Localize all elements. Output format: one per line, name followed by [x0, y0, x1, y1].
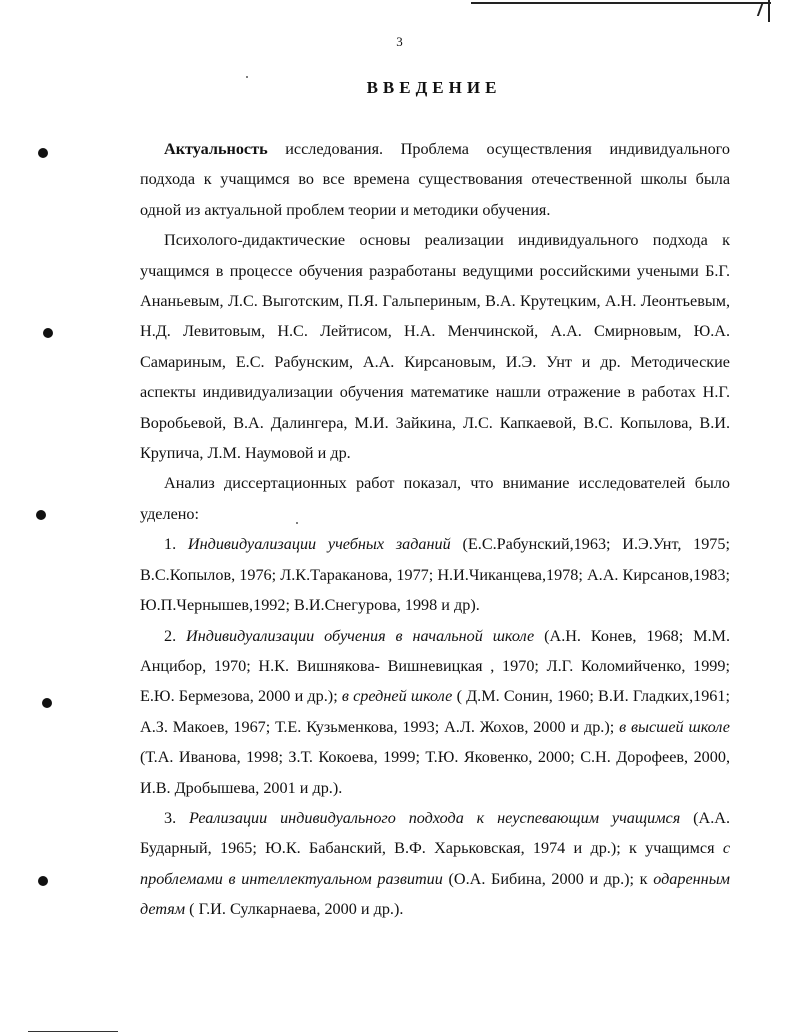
italic-phrase: в средней школе: [341, 687, 453, 706]
italic-phrase: Индивидуализации учебных заданий: [187, 535, 451, 554]
section-heading: ВВЕДЕНИЕ: [366, 78, 502, 97]
italic-phrase: с проблемами в интеллектуальном развитии: [140, 839, 730, 888]
binder-hole-mark: [36, 510, 46, 520]
italic-phrase: одаренным детям: [140, 869, 730, 919]
binder-hole-mark: [38, 876, 48, 886]
text-run: ( Г.И. Сулкарнаева, 2000 и др.).: [185, 900, 404, 919]
scan-edge-top: [471, 2, 771, 4]
text-run: исследования. Проблема осуществления индивидуального подхода к учащимся во все времена существования отечественной школы была одной из актуальной проблем теории и методики обучения.: [140, 140, 730, 219]
paragraph: [140, 803, 730, 925]
text-run: (Т.А. Иванова, 1998; З.Т. Кокоева, 1999; Т.Ю. Яковенко, 2000; С.Н. Дорофеев, 2000, И.В. Дробышева, 2001 и др.).: [140, 748, 730, 797]
binder-hole-mark: [38, 148, 48, 158]
paragraph: [140, 225, 730, 468]
text-run: (О.А. Бибина, 2000 и др.); к: [442, 869, 654, 888]
text-run: 3.: [164, 808, 190, 827]
text-run: (Е.С.Рабунский,1963; И.Э.Унт, 1975; В.С.Копылов, 1976; Л.К.Тараканова, 1977; Н.И.Чиканцева,1978; А.А. Кирсанов,1983; Ю.П.Чернышев,1992; В.И.Снегурова, 1998 и др).: [140, 535, 730, 615]
body-text: [140, 134, 730, 925]
scan-edge-bottom: [28, 1031, 118, 1032]
paragraph: [140, 468, 730, 529]
paragraph: [140, 621, 730, 803]
page-number: 3: [396, 34, 403, 49]
text-run: (А.А. Бударный, 1965; Ю.К. Бабанский, В.Ф. Харьковская, 1974 и др.); к учащимся: [140, 808, 730, 858]
paragraph: [140, 134, 730, 225]
binder-hole-mark: [42, 698, 52, 708]
text-run: Психолого-дидактические основы реализации индивидуального подхода к учащимся в процессе обучения разработаны ведущими российскими учеными Б.Г. Ананьевым, Л.С. Выготским, П.Я. Гальпериным, В.А. Крутецким, А.Н. Леонтьевым, Н.Д. Левитовым, Н.С. Лейтисом, Н.А. Менчинской, А.А. Смирновым, Ю.А. Самариным, Е.С. Рабунским, А.А. Кирсановым, И.Э. Унт и др. Методические аспекты индивидуализации обучения математике нашли отражение в работах Н.Г. Воробьевой, В.А. Далингера, М.И. Зайкина, Л.С. Капкаевой, В.С. Копылова, В.И. Крупича, Л.М. Наумовой и др.: [140, 231, 730, 463]
text-run: 2.: [164, 626, 187, 645]
text-run: (А.Н. Конев, 1968; М.М. Анцибор, 1970; Н.К. Вишнякова- Вишневицкая , 1970; Л.Г. Коломийченко, 1999; Е.Ю. Бермезова, 2000 и др.);: [140, 626, 730, 706]
italic-phrase: Реализации индивидуального подхода к неуспевающим учащимся: [189, 808, 681, 827]
text-run: ( Д.М. Сонин, 1960; В.И. Гладких,1961; А.З. Макоев, 1967; Т.Е. Кузьменкова, 1993; А.Л. Жохов, 2000 и др.);: [140, 687, 730, 736]
paragraph: [140, 529, 730, 620]
text-run: 1.: [164, 535, 188, 554]
italic-phrase: в высшей школе: [619, 717, 730, 736]
text-run: Анализ диссертационных работ показал, что внимание исследователей было уделено:: [140, 474, 730, 523]
binder-hole-mark: [43, 328, 53, 338]
italic-phrase: Индивидуализации обучения в начальной школе: [186, 626, 535, 645]
bold-term: Актуальность: [164, 140, 268, 158]
